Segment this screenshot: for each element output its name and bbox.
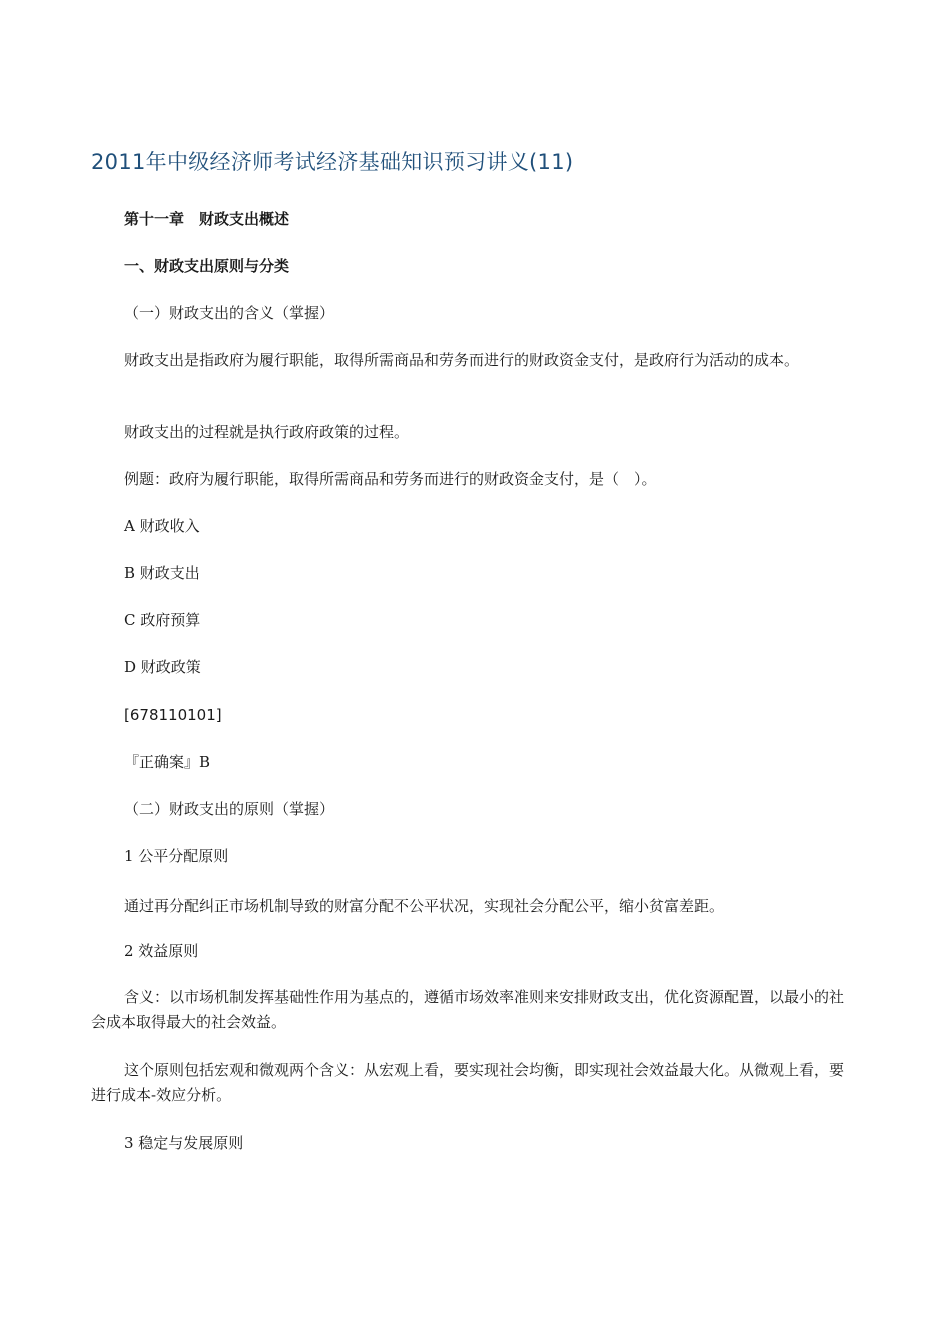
subsection-heading-2: （二）财政支出的原则（掌握） (124, 800, 335, 818)
principle-3-heading: 3 稳定与发展原则 (124, 1134, 244, 1152)
paragraph-process: 财政支出的过程就是执行政府政策的过程。 (124, 423, 410, 441)
chapter-heading: 第十一章 财政支出概述 (124, 210, 290, 228)
option-a: A 财政收入 (124, 517, 200, 535)
document-title: 2011年中级经济师考试经济基础知识预习讲义(11) (91, 150, 574, 174)
principle-2-heading: 2 效益原则 (124, 942, 199, 960)
principle-2-macro-micro: 这个原则包括宏观和微观两个含义：从宏观上看，要实现社会均衡，即实现社会效益最大化。从微观上看，要进行成本-效应分析。 (91, 1061, 845, 1104)
paragraph-definition: 财政支出是指政府为履行职能，取得所需商品和劳务而进行的财政资金支付，是政府行为活动的成本。 (124, 351, 800, 369)
option-c: C 政府预算 (124, 611, 201, 629)
subsection-heading-1: （一）财政支出的含义（掌握） (124, 304, 335, 322)
option-d: D 财政政策 (124, 658, 201, 676)
question-code: [678110101] (124, 706, 222, 724)
correct-answer: 『正确案』B (124, 753, 211, 771)
principle-2-description: 含义：以市场机制发挥基础性作用为基点的，遵循市场效率准则来安排财政支出，优化资源配置，以最小的社会成本取得最大的社会效益。 (91, 988, 845, 1031)
option-b: B 财政支出 (124, 564, 200, 582)
principle-1-heading: 1 公平分配原则 (124, 847, 229, 865)
section-heading: 一、财政支出原则与分类 (124, 257, 290, 275)
example-question: 例题：政府为履行职能，取得所需商品和劳务而进行的财政资金支付，是（ ）。 (124, 470, 657, 488)
principle-1-description: 通过再分配纠正市场机制导致的财富分配不公平状况，实现社会分配公平，缩小贫富差距。 (124, 897, 725, 915)
